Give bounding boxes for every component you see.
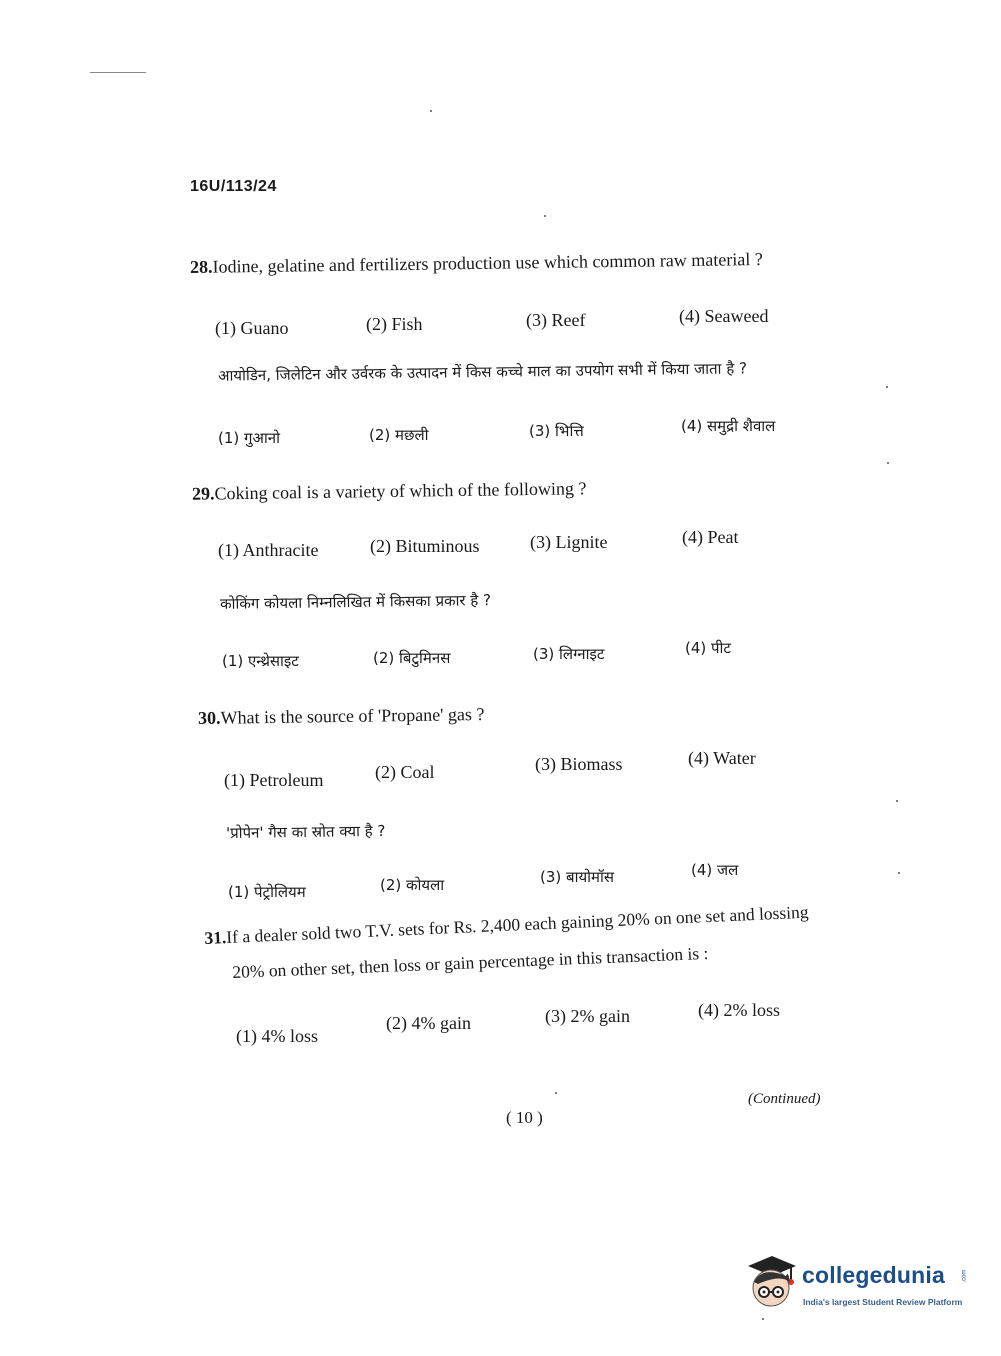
q28-hindi-option-1: (1) गुआनो bbox=[218, 429, 281, 447]
scan-dot bbox=[544, 215, 546, 217]
q29-option-4: (4) Peat bbox=[682, 527, 739, 547]
scan-mark bbox=[90, 72, 146, 73]
scan-dot bbox=[896, 800, 898, 802]
question-text-line-1: If a dealer sold two T.V. sets for Rs. 2,400 each gaining 20% on one set and lossing bbox=[225, 901, 809, 948]
collegedunia-logo-icon bbox=[742, 1252, 802, 1310]
question-number: 31. bbox=[204, 927, 227, 948]
q28-option-3: (3) Reef bbox=[526, 310, 586, 330]
q28-hindi-text: आयोडिन, जिलेटिन और उर्वरक के उत्पादन में किस कच्चे माल का उपयोग सभी में किया जाता है ? bbox=[217, 359, 748, 385]
question-31 bbox=[204, 902, 809, 949]
q30-hindi-option-2: (2) कोयला bbox=[380, 876, 445, 894]
q30-hindi-option-3: (3) बायोमॉस bbox=[540, 868, 615, 886]
q29-option-1: (1) Anthracite bbox=[218, 540, 319, 560]
scan-dot bbox=[887, 462, 889, 464]
q29-hindi-text: कोकिंग कोयला निम्नलिखित में किसका प्रकार है ? bbox=[219, 591, 492, 613]
page-number: ( 10 ) bbox=[506, 1108, 543, 1127]
scan-dot bbox=[886, 386, 888, 388]
brand-tagline: India's largest Student Review Platform bbox=[803, 1297, 963, 1307]
scan-dot bbox=[762, 1318, 764, 1320]
scan-dot bbox=[430, 110, 432, 112]
question-text: Coking coal is a variety of which of the following ? bbox=[214, 478, 587, 504]
q30-hindi-option-4: (4) जल bbox=[691, 861, 739, 879]
question-text: Iodine, gelatine and fertilizers production use which common raw material ? bbox=[212, 249, 763, 277]
q28-hindi-option-4: (4) समुद्री शैवाल bbox=[681, 417, 776, 435]
question-29 bbox=[192, 478, 587, 505]
q29-option-3: (3) Lignite bbox=[530, 532, 608, 552]
question-text-line-2: 20% on other set, then loss or gain percentage in this transaction is : bbox=[232, 942, 709, 982]
q30-option-2: (2) Coal bbox=[375, 762, 435, 782]
q30-option-1: (1) Petroleum bbox=[224, 770, 324, 790]
q31-option-4: (4) 2% loss bbox=[698, 1000, 780, 1020]
question-31-continued bbox=[232, 943, 709, 983]
q30-hindi-option-1: (1) पेट्रोलियम bbox=[228, 883, 306, 901]
question-number: 28. bbox=[189, 256, 213, 277]
q28-option-4: (4) Seaweed bbox=[679, 306, 769, 326]
scan-dot bbox=[555, 1092, 557, 1094]
scan-dot bbox=[898, 872, 900, 874]
q29-hindi-option-3: (3) लिग्नाइट bbox=[533, 645, 605, 663]
q29-hindi-option-2: (2) बिटुमिनस bbox=[373, 649, 451, 667]
q29-option-2: (2) Bituminous bbox=[370, 536, 480, 556]
question-number: 29. bbox=[191, 483, 215, 504]
q31-option-2: (2) 4% gain bbox=[386, 1013, 471, 1033]
q30-option-4: (4) Water bbox=[688, 748, 756, 768]
question-28 bbox=[190, 249, 763, 278]
continued-note: (Continued) bbox=[748, 1091, 821, 1107]
q31-option-1: (1) 4% loss bbox=[236, 1026, 318, 1046]
q28-hindi-option-3: (3) भित्ति bbox=[529, 422, 584, 440]
q28-option-2: (2) Fish bbox=[366, 314, 423, 334]
q30-option-3: (3) Biomass bbox=[535, 754, 623, 774]
q31-option-3: (3) 2% gain bbox=[545, 1006, 630, 1026]
q29-hindi-option-4: (4) पीट bbox=[685, 639, 731, 657]
q28-hindi-option-2: (2) मछली bbox=[369, 426, 429, 444]
paper-code: 16U/113/24 bbox=[190, 178, 277, 195]
brand-name: collegedunia bbox=[802, 1262, 945, 1288]
q30-hindi-text: 'प्रोपेन' गैस का स्रोत क्या है ? bbox=[225, 821, 386, 843]
q28-option-1: (1) Guano bbox=[215, 318, 289, 338]
question-30 bbox=[198, 704, 485, 729]
brand-suffix: .com bbox=[961, 1269, 968, 1283]
question-text: What is the source of 'Propane' gas ? bbox=[220, 704, 485, 728]
q29-hindi-option-1: (1) एन्थ्रेसाइट bbox=[222, 652, 299, 670]
question-number: 30. bbox=[197, 707, 221, 728]
